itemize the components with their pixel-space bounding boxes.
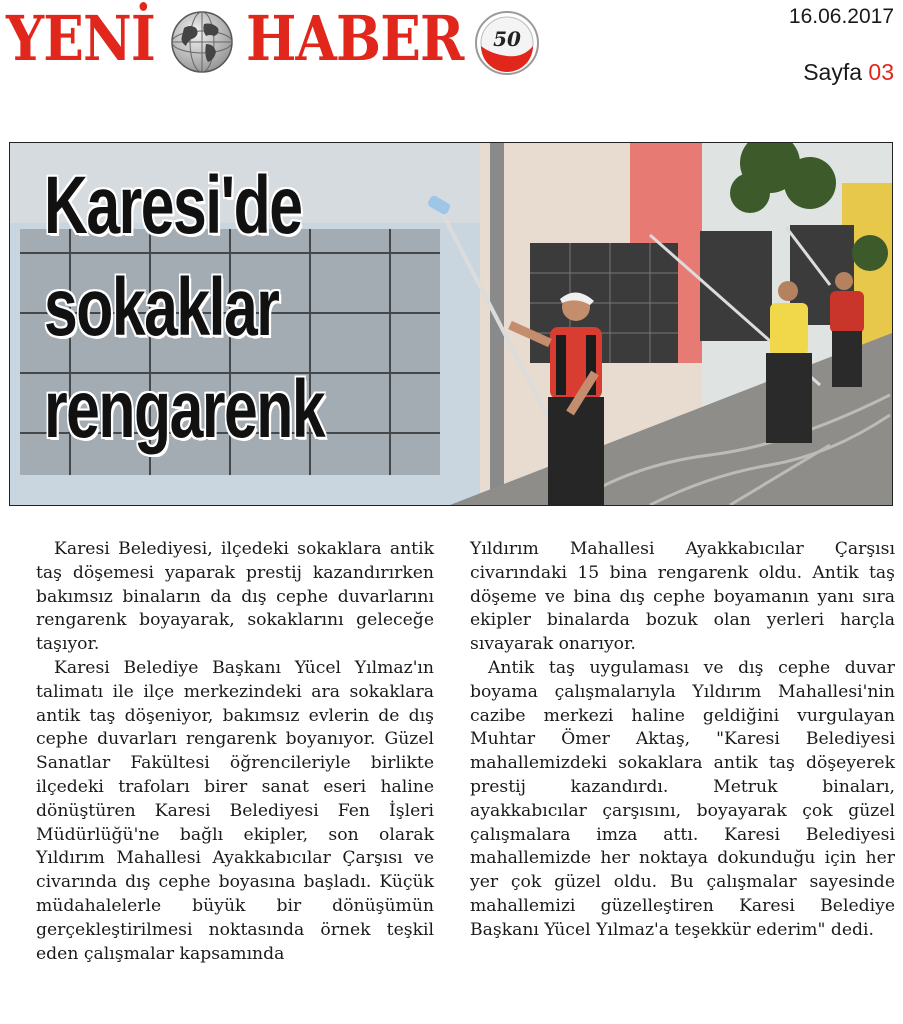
- page-label: Sayfa: [803, 59, 863, 85]
- article-column-left: [36, 538, 434, 966]
- globe-icon: [170, 10, 234, 74]
- paragraph-2: Karesi Belediye Başkanı Yücel Yılmaz'ın talimatı ile ilçe merkezindeki ara sokaklara antik taş döşeniyor, bakımsız evlerin de dış cephe duvarları rengarenk boyanıyor. Güzel Sanatlar Fakültesi öğrencileriyle birlikte ilçedeki trafoları birer sanat eseri haline dönüştüren Karesi Belediyesi Fen İşleri Müdürlüğü'ne bağlı ekipler, son olarak Yıldırım Mahallesi Ayakkabıcılar Çarşısı ve civarında dış cephe boyasına başladı. Küçük müdahalelerle büyük bir dönüşümün gerçekleştirilmesi noktasında örnek teşkil eden çalışmalar kapsamında: [36, 657, 434, 964]
- paragraph-continuation: Yıldırım Mahallesi Ayakkabıcılar Çarşısı civarındaki 15 bina rengarenk oldu. Antik taş döşeme ve bina dış cephe boyamanın yanı sıra ekipler binalarda bozuk olan yerleri harçla sıvayarak onarıyor.: [470, 539, 895, 655]
- article-headline: [44, 155, 324, 461]
- headline-line-3: rengarenk: [44, 364, 325, 455]
- paragraph-quote: Antik taş uygulaması ve dış cephe duvar boyama çalışmalarıyla Yıldırım Mahallesi'nin cazibe merkezi haline geldiğini vurgulayan Muhtar Ömer Aktaş, "Karesi Belediyesi mahallemizdeki sokaklara antik taş döşeyerek prestij kazandırdı. Metruk binaları, ayakkabıcılar çarşısını, boyayarak çok güzel çalışmalara imza attı. Karesi Belediyesi mahallemizde her noktaya dokunduğu için her yer çok güzel oldu. Bu çalışmalar sayesinde mahallemizi güzelleştiren Karesi Belediye Başkanı Yücel Yılmaz'a teşekkür ederim" dedi.: [470, 657, 895, 940]
- article-photo: [9, 142, 893, 506]
- paragraph-intro: Karesi Belediyesi, ilçedeki sokaklara antik taş döşemesi yaparak prestij kazandırırken bakımsız binaların da dış cephe duvarlarını rengarenk boyayarak, sokaklarını geleceğe taşıyor.: [36, 539, 434, 655]
- brand-name-part-1: YENİ: [6, 2, 155, 75]
- brand-name-part-2: HABER: [246, 2, 464, 75]
- badge-number: 50: [493, 27, 521, 51]
- anniversary-badge-icon: [474, 10, 540, 76]
- article-column-right: [470, 538, 895, 943]
- issue-date: 16.06.2017: [788, 5, 894, 28]
- page-number-value: 03: [868, 59, 894, 85]
- headline-line-2: sokaklar: [44, 262, 279, 353]
- page-number: [803, 58, 894, 86]
- masthead: [0, 0, 903, 100]
- headline-line-1: Karesi'de: [44, 160, 302, 251]
